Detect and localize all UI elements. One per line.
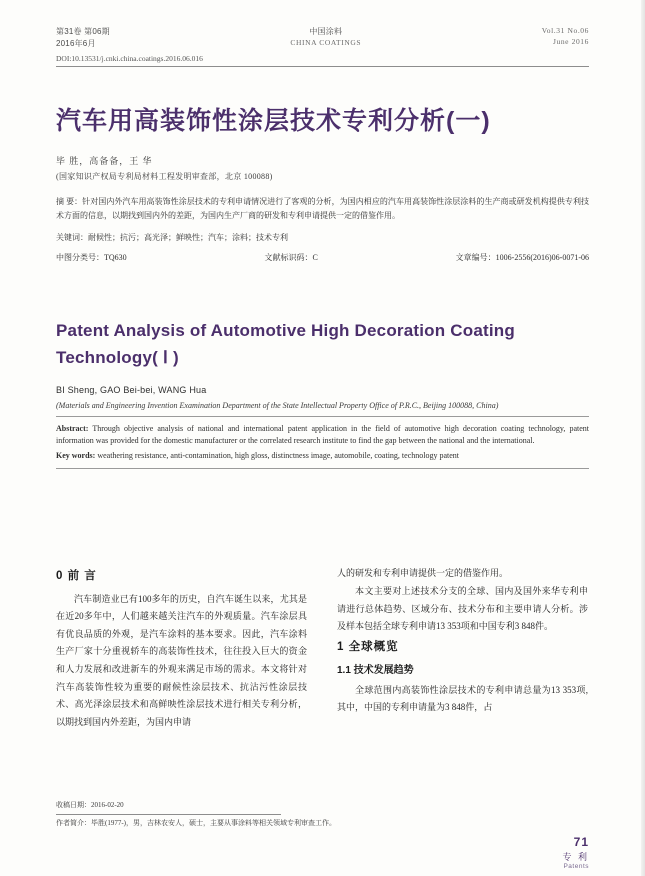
masthead-right xyxy=(542,26,589,48)
doi-line: DOI:10.13531/j.cnki.china.coatings.2016.06.016 xyxy=(56,54,203,64)
paragraph: 人的研发和专利申请提供一定的借鉴作用。 xyxy=(337,568,509,579)
author-bio: 作者简介：毕胜(1977-)，男，吉林农安人，硕士，主要从事涂料等相关领域专利审查工作。 xyxy=(56,819,336,828)
english-divider-bottom xyxy=(56,468,589,469)
volume-issue-en: Vol.31 No.06 xyxy=(541,26,589,35)
authors-cn: 毕 胜，高备备，王 华 xyxy=(56,155,153,166)
header-divider xyxy=(56,66,589,67)
abstract-text-en: Through objective analysis of national and international patent application in the field of automotive high decoration coating technology, patent information was provided for the domestic manufacturer or the correlated research institute to find the gap between the national and the international. xyxy=(56,424,589,446)
received-date: 收稿日期：2016-02-20 xyxy=(56,801,124,809)
classification-codes xyxy=(56,252,589,263)
body-column-right xyxy=(337,565,588,731)
section-heading-0: 0 前 言 xyxy=(56,570,97,583)
body-columns xyxy=(56,565,589,731)
masthead-left xyxy=(56,26,110,49)
abstract-en xyxy=(56,423,589,447)
document-code: 文献标识码：C xyxy=(264,252,318,262)
keywords-text-en: weathering resistance, anti-contamination, high gloss, distinctness image, automobile, coating, technology patent xyxy=(95,451,460,461)
article-title-cn: 汽车用高装饰性涂层技术专利分析(一) xyxy=(56,107,491,136)
footnote-divider xyxy=(56,814,281,815)
english-divider-top xyxy=(56,416,589,417)
paragraph: 汽车制造业已有100多年的历史，自汽车诞生以来，尤其是在近20多年中，人们越来越关注汽车的外观质量。汽车涂层具有优良品质的外观，是汽车涂料的基本要求。因此，汽车涂料生产厂家十分重视轿车的高装饰性技术，往往投入巨大的资金和人力发展和改进新车的外观来满足市场的需求。本文将针对汽车高装饰性较为重要的耐候性涂层技术、抗沾污性涂层技术、高光泽涂层技术和高鲜映性涂层技术进行相关专利分析，以期找到国内外差距，为国内申请 xyxy=(56,593,307,727)
masthead-center xyxy=(290,26,361,48)
affiliation-cn: (国家知识产权局专利局材料工程发明审查部，北京 100088) xyxy=(56,171,273,181)
abstract-label-en: Abstract: xyxy=(56,424,89,434)
page-content xyxy=(56,26,589,731)
issue-date-en: June 2016 xyxy=(552,36,589,46)
issue-date-cn: 2016年6月 xyxy=(56,38,96,48)
footnote-area xyxy=(56,800,589,829)
section-heading-1: 1 全球概览 xyxy=(337,640,399,653)
keywords-label-en: Key words: xyxy=(56,451,96,461)
keywords-cn: 关键词：耐候性；抗污；高光泽；鲜映性；汽车；涂料；技术专利 xyxy=(56,232,288,242)
section-marker-en: Patents xyxy=(563,863,589,870)
body-column-left xyxy=(56,565,307,731)
authors-en: BI Sheng, GAO Bei-bei, WANG Hua xyxy=(56,385,207,396)
abstract-cn: 摘 要：针对国内外汽车用高装饰性涂层技术的专利申请情况进行了客观的分析，为国内相应的汽车用高装饰性涂层涂料的生产商或研发机构提供专利技术方面的信息，以期找到国内外的差距，为国内生产厂商的研发和专利申请提供一定的借鉴作用。 xyxy=(56,196,589,220)
page-number: 71 xyxy=(573,835,589,849)
affiliation-en: (Materials and Engineering Invention Examination Department of the State Intellectual Property Office of P.R.C., Beijing 100088, China) xyxy=(56,401,499,411)
english-block xyxy=(56,317,589,469)
paragraph: 全球范围内高装饰性涂层技术的专利申请总量为13 353项,其中，中国的专利申请量为3 848件，占 xyxy=(337,684,588,713)
volume-issue: 第31卷 第06期 xyxy=(56,27,110,36)
section-heading-1-1: 1.1 技术发展趋势 xyxy=(337,665,414,677)
page-marker xyxy=(562,835,589,870)
article-title-en: Patent Analysis of Automotive High Decoration Coating Technology( Ⅰ ) xyxy=(56,320,515,368)
keywords-en xyxy=(56,450,589,462)
section-marker-cn: 专 利 xyxy=(562,852,589,862)
article-id: 文章编号：1006-2556(2016)06-0071-06 xyxy=(455,252,589,262)
journal-title-cn: 中国涂料 xyxy=(309,27,343,36)
clc-number: 中图分类号：TQ630 xyxy=(56,252,127,262)
page-edge-shadow xyxy=(641,0,645,876)
journal-title-en: CHINA COATINGS xyxy=(290,37,362,47)
masthead xyxy=(56,26,589,49)
paragraph: 本文主要对上述技术分支的全球、国内及国外来华专利申请进行总体趋势、区域分布、技术分布和主要申请人分析。涉及样本包括全球专利申请13 353项和中国专利3 848件。 xyxy=(337,585,588,632)
